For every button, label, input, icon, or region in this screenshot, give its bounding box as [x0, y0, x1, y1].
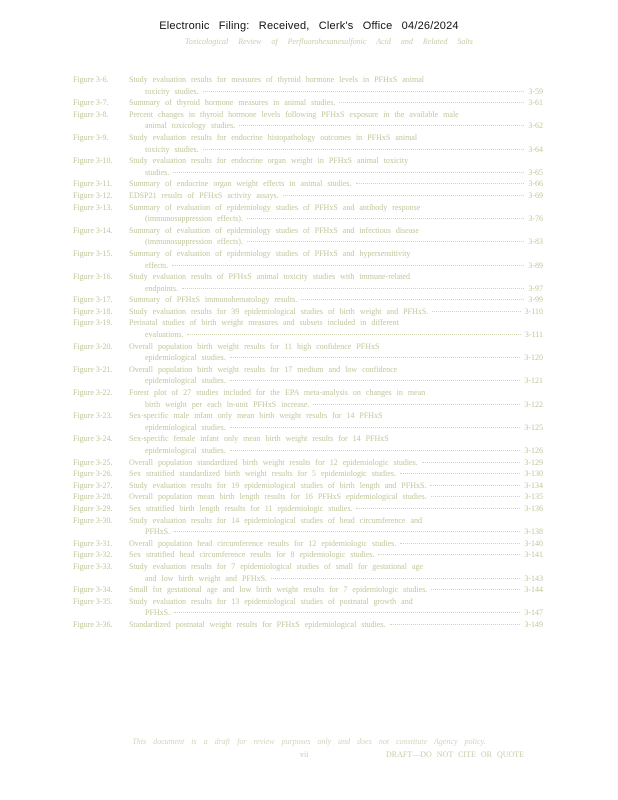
caption-line: [129, 225, 543, 237]
toc-entry[interactable]: [73, 491, 543, 503]
toc-entry[interactable]: [73, 410, 543, 433]
figure-page-number: 3-121: [524, 376, 543, 386]
figure-page-number: 3-83: [528, 237, 543, 247]
toc-entry[interactable]: [73, 109, 543, 132]
toc-entry[interactable]: [73, 155, 543, 178]
dot-leader: [431, 496, 521, 497]
figure-label: Figure 3-6.: [73, 75, 109, 84]
dot-leader: [172, 265, 524, 266]
caption-line: [129, 120, 543, 132]
caption-line: [129, 167, 543, 179]
toc-entry[interactable]: [73, 317, 543, 340]
dot-leader: [182, 288, 524, 289]
caption-text: Study evaluation results for endocrine histopathology outcomes in PFHxS animal: [129, 132, 418, 142]
dot-leader: [339, 102, 524, 103]
caption-text: Sex stratified head circumference results for 8 epidemiologic studies.: [129, 550, 375, 560]
caption-line: [129, 445, 543, 457]
running-header: Toxicological Review of Perfluorohexanesulfonic Acid and Related Salts: [185, 37, 473, 46]
figure-page-number: 3-64: [528, 144, 543, 154]
dot-leader: [400, 543, 520, 544]
caption-text: evaluations.: [145, 330, 184, 340]
dot-leader: [430, 485, 520, 486]
caption-line: [129, 329, 543, 341]
figure-label: Figure 3-20.: [73, 341, 113, 351]
figure-page-number: 3-65: [528, 167, 543, 177]
caption-line: [129, 190, 543, 202]
caption-line: [129, 503, 543, 515]
caption-text: Summary of endocrine organ weight effects in animal studies.: [129, 179, 352, 189]
caption-text: Overall population standardized birth weight results for 12 epidemiologic studies.: [129, 457, 418, 467]
caption-line: [129, 74, 543, 86]
figure-label: Figure 3-35.: [73, 596, 113, 606]
caption-line: [129, 364, 543, 376]
figure-caption: [129, 515, 543, 538]
figure-page-number: 3-135: [524, 492, 543, 502]
figure-page-number: 3-120: [524, 353, 543, 363]
draft-notice: DRAFT—DO NOT CITE OR QUOTE: [386, 750, 525, 759]
figure-label: Figure 3-14.: [73, 225, 113, 235]
figure-label: Figure 3-32.: [73, 550, 113, 560]
dot-leader: [301, 299, 524, 300]
caption-line: [129, 480, 543, 492]
caption-line: [129, 468, 543, 480]
caption-text: Study evaluation results for 13 epidemiological studies of postnatal growth and: [129, 596, 413, 606]
toc-entry[interactable]: [73, 294, 543, 306]
caption-line: [129, 515, 543, 527]
toc-entry[interactable]: [73, 433, 543, 456]
caption-text: Summary of evaluation of epidemiology studies of PFHxS and hypersensitivity: [129, 248, 411, 258]
figure-label: Figure 3-11.: [73, 179, 113, 189]
caption-line: [129, 549, 543, 561]
figure-label: Figure 3-22.: [73, 388, 113, 398]
figure-page-number: 3-130: [524, 469, 543, 479]
caption-text: EDSP21 results of PFHxS activity assays.: [129, 190, 279, 200]
figure-label: Figure 3-25.: [73, 457, 113, 467]
figure-label: Figure 3-17.: [73, 295, 113, 305]
caption-text: epidemiological studies.: [145, 422, 226, 432]
caption-text: Summary of PFHxS immunohematology results.: [129, 295, 298, 305]
figure-page-number: 3-147: [524, 608, 543, 618]
figure-caption: [129, 619, 543, 631]
caption-line: [129, 584, 543, 596]
figure-caption: [129, 248, 543, 271]
figure-page-number: 3-66: [528, 179, 543, 189]
list-of-figures: [73, 74, 543, 631]
figure-caption: [129, 74, 543, 97]
toc-entry[interactable]: [73, 74, 543, 97]
caption-text: endpoints.: [145, 283, 179, 293]
figure-label: Figure 3-28.: [73, 492, 113, 502]
figure-caption: [129, 271, 543, 294]
figure-page-number: 3-62: [528, 121, 543, 131]
dot-leader: [313, 404, 520, 405]
figure-label: Figure 3-30.: [73, 515, 113, 525]
dot-leader: [230, 357, 521, 358]
caption-line: [129, 294, 543, 306]
figure-caption: [129, 549, 543, 561]
dot-leader: [230, 450, 521, 451]
toc-entry[interactable]: [73, 306, 543, 318]
caption-text: Overall population birth weight results for 17 medium and low confidence: [129, 364, 398, 374]
figure-page-number: 3-110: [524, 306, 543, 316]
figure-caption: [129, 584, 543, 596]
caption-line: [129, 236, 543, 248]
figure-caption: [129, 561, 543, 584]
caption-text: Sex stratified standardized birth weight results for 5 epidemiologic studies.: [129, 469, 396, 479]
figure-label: Figure 3-13.: [73, 202, 113, 212]
caption-line: [129, 607, 543, 619]
dot-leader: [247, 241, 524, 242]
caption-line: [129, 132, 543, 144]
toc-entry[interactable]: [73, 341, 543, 364]
dot-leader: [203, 91, 525, 92]
figure-label: Figure 3-10.: [73, 156, 113, 166]
toc-entry[interactable]: [73, 364, 543, 387]
dot-leader: [174, 612, 520, 613]
figure-page-number: 3-89: [528, 260, 543, 270]
figure-label: Figure 3-18.: [73, 306, 113, 316]
figure-caption: [129, 538, 543, 550]
caption-text: Summary of evaluation of epidemiology studies of PFHxS and antibody response: [129, 202, 421, 212]
caption-text: epidemiological studies.: [145, 353, 226, 363]
caption-text: Study evaluation results for endocrine organ weight in PFHxS animal toxicity: [129, 156, 409, 166]
caption-text: Overall population birth weight results for 11 high confidence PFHxS: [129, 341, 380, 351]
figure-caption: [129, 225, 543, 248]
figure-caption: [129, 503, 543, 515]
caption-text: Study evaluation results for 19 epidemiological studies of birth length and PFHxS.: [129, 480, 427, 490]
figure-page-number: 3-61: [528, 98, 543, 108]
toc-entry[interactable]: [73, 97, 543, 109]
caption-line: [129, 86, 543, 98]
caption-text: toxicity studies.: [145, 144, 199, 154]
caption-line: [129, 271, 543, 283]
toc-entry[interactable]: [73, 178, 543, 190]
figure-caption: [129, 178, 543, 190]
figure-caption: [129, 433, 543, 456]
dot-leader: [230, 427, 521, 428]
figure-caption: [129, 491, 543, 503]
toc-entry[interactable]: [73, 561, 543, 584]
caption-line: [129, 375, 543, 387]
caption-line: [129, 155, 543, 167]
figure-caption: [129, 387, 543, 410]
caption-line: [129, 317, 543, 329]
figure-page-number: 3-97: [528, 283, 543, 293]
caption-text: epidemiological studies.: [145, 446, 226, 455]
figure-page-number: 3-69: [528, 190, 543, 200]
figure-label: Figure 3-27.: [73, 480, 113, 490]
caption-line: [129, 596, 543, 608]
caption-text: Study evaluation results for 7 epidemiological studies of small for gestational age: [129, 561, 424, 571]
figure-caption: [129, 109, 543, 132]
caption-line: [129, 341, 543, 353]
page-number: vii: [300, 750, 309, 759]
figure-page-number: 3-143: [524, 573, 543, 583]
figure-page-number: 3-136: [524, 503, 543, 513]
caption-line: [129, 109, 543, 121]
caption-line: [129, 526, 543, 538]
figure-label: Figure 3-7.: [73, 98, 109, 108]
caption-text: Perinatal studies of birth weight measures and subsets included in different: [129, 318, 399, 328]
filing-stamp: Electronic Filing: Received, Clerk's Office 04/26/2024: [159, 20, 459, 32]
toc-entry[interactable]: [73, 202, 543, 225]
dot-leader: [356, 183, 525, 184]
figure-label: Figure 3-29.: [73, 503, 113, 513]
caption-text: Sex-specific male infant only mean birth weight results for 14 PFHxS: [129, 411, 383, 421]
figure-page-number: 3-99: [528, 295, 543, 305]
caption-text: Summary of evaluation of epidemiology studies of PFHxS and infectious disease: [129, 225, 419, 235]
toc-entry[interactable]: [73, 225, 543, 248]
caption-line: [129, 457, 543, 469]
caption-text: Summary of thyroid hormone measures in animal studies.: [129, 98, 336, 108]
dot-leader: [422, 462, 521, 463]
dot-leader: [174, 531, 520, 532]
draft-disclaimer: This document is a draft for review purposes only and does not constitute Agency policy.: [132, 737, 486, 746]
dot-leader: [431, 589, 520, 590]
figure-label: Figure 3-16.: [73, 272, 113, 282]
figure-label: Figure 3-23.: [73, 411, 113, 421]
caption-text: and low birth weight and PFHxS.: [145, 573, 268, 583]
caption-text: epidemiological studies.: [145, 376, 226, 386]
dot-leader: [230, 380, 521, 381]
caption-line: [129, 573, 543, 585]
caption-text: Overall population mean birth length results for 16 PFHxS epidemiological studies.: [129, 492, 427, 502]
caption-text: Sex-specific female infant only mean birth weight results for 14 PFHxS: [129, 434, 389, 444]
figure-caption: [129, 341, 543, 364]
figure-caption: [129, 596, 543, 619]
caption-line: [129, 260, 543, 272]
figure-caption: [129, 457, 543, 469]
caption-line: [129, 422, 543, 434]
figure-label: Figure 3-36.: [73, 619, 113, 629]
toc-entry[interactable]: [73, 387, 543, 410]
figure-caption: [129, 202, 543, 225]
figure-label: Figure 3-15.: [73, 248, 113, 258]
toc-entry[interactable]: [73, 538, 543, 550]
toc-entry[interactable]: [73, 549, 543, 561]
figure-page-number: 3-122: [524, 399, 543, 409]
figure-page-number: 3-111: [524, 330, 543, 340]
dot-leader: [203, 149, 525, 150]
caption-line: [129, 352, 543, 364]
figure-page-number: 3-76: [528, 214, 543, 224]
caption-line: [129, 433, 543, 445]
figure-page-number: 3-134: [524, 480, 543, 490]
figure-caption: [129, 190, 543, 202]
figure-page-number: 3-138: [524, 527, 543, 537]
dot-leader: [239, 125, 524, 126]
dot-leader: [173, 172, 524, 173]
caption-line: [129, 97, 543, 109]
figure-label: Figure 3-21.: [73, 364, 113, 374]
toc-entry[interactable]: [73, 271, 543, 294]
caption-line: [129, 248, 543, 260]
dot-leader: [283, 195, 525, 196]
caption-line: [129, 306, 543, 318]
caption-text: (immunosuppression effects).: [145, 214, 243, 224]
caption-line: [129, 399, 543, 411]
toc-entry[interactable]: [73, 503, 543, 515]
caption-text: Overall population head circumference results for 12 epidemiologic studies.: [129, 538, 397, 548]
figure-caption: [129, 155, 543, 178]
figure-caption: [129, 317, 543, 340]
caption-text: Standardized postnatal weight results for PFHxS epidemiological studies.: [129, 619, 386, 629]
caption-text: (immunosuppression effects).: [145, 237, 243, 247]
toc-entry[interactable]: [73, 457, 543, 469]
toc-entry[interactable]: [73, 190, 543, 202]
caption-line: [129, 410, 543, 422]
figure-page-number: 3-144: [524, 585, 543, 595]
caption-line: [129, 202, 543, 214]
dot-leader: [356, 508, 520, 509]
dot-leader: [271, 578, 520, 579]
caption-line: [129, 178, 543, 190]
caption-text: Study evaluation results for 39 epidemiological studies of birth weight and PFHxS.: [129, 306, 429, 316]
caption-text: Study evaluation results of PFHxS animal toxicity studies with immune-related: [129, 272, 410, 282]
toc-entry[interactable]: [73, 619, 543, 631]
caption-line: [129, 213, 543, 225]
toc-entry[interactable]: [73, 596, 543, 619]
toc-entry[interactable]: [73, 515, 543, 538]
figure-label: Figure 3-19.: [73, 318, 113, 328]
caption-text: birth weight per each ln-unit PFHxS increase.: [145, 399, 310, 409]
figure-page-number: 3-149: [524, 619, 543, 629]
caption-line: [129, 491, 543, 503]
caption-line: [129, 283, 543, 295]
caption-text: studies.: [145, 167, 170, 177]
caption-line: [129, 387, 543, 399]
figure-label: Figure 3-34.: [73, 585, 113, 595]
toc-entry[interactable]: [73, 132, 543, 155]
toc-entry[interactable]: [73, 468, 543, 480]
figure-label: Figure 3-24.: [73, 434, 113, 444]
dot-leader: [390, 624, 521, 625]
figure-page-number: 3-141: [524, 550, 543, 560]
caption-text: Study evaluation results for measures of thyroid hormone levels in PFHxS animal: [129, 75, 424, 84]
caption-line: [129, 144, 543, 156]
toc-entry[interactable]: [73, 480, 543, 492]
caption-text: Percent changes in thyroid hormone levels following PFHxS exposure in the available male: [129, 109, 459, 119]
caption-text: Small for gestational age and low birth weight results for 7 epidemiologic studies.: [129, 585, 428, 595]
caption-text: PFHxS.: [145, 527, 171, 537]
toc-entry[interactable]: [73, 248, 543, 271]
dot-leader: [432, 311, 520, 312]
caption-text: PFHxS.: [145, 608, 171, 618]
figure-page-number: 3-125: [524, 422, 543, 432]
figure-caption: [129, 306, 543, 318]
figure-caption: [129, 468, 543, 480]
caption-line: [129, 538, 543, 550]
figure-label: Figure 3-26.: [73, 469, 113, 479]
caption-text: toxicity studies.: [145, 86, 199, 96]
figure-page-number: 3-140: [524, 538, 543, 548]
dot-leader: [187, 334, 520, 335]
figure-label: Figure 3-9.: [73, 132, 109, 142]
caption-text: Study evaluation results for 14 epidemiological studies of head circumference and: [129, 515, 423, 525]
figure-label: Figure 3-31.: [73, 538, 113, 548]
figure-caption: [129, 97, 543, 109]
caption-line: [129, 561, 543, 573]
figure-label: Figure 3-12.: [73, 190, 113, 200]
caption-text: effects.: [145, 260, 169, 270]
dot-leader: [378, 554, 520, 555]
figure-caption: [129, 364, 543, 387]
figure-caption: [129, 410, 543, 433]
dot-leader: [247, 218, 524, 219]
figure-page-number: 3-126: [524, 446, 543, 455]
caption-text: Forest plot of 27 studies included for the EPA meta-analysis on changes in mean: [129, 388, 426, 398]
caption-text: Sex stratified birth length results for 11 epidemiologic studies.: [129, 503, 353, 513]
caption-text: animal toxicology studies.: [145, 121, 236, 131]
figure-caption: [129, 132, 543, 155]
figure-label: Figure 3-33.: [73, 561, 113, 571]
toc-entry[interactable]: [73, 584, 543, 596]
figure-page-number: 3-129: [524, 457, 543, 467]
figure-label: Figure 3-8.: [73, 109, 109, 119]
figure-caption: [129, 294, 543, 306]
caption-line: [129, 619, 543, 631]
figure-page-number: 3-59: [528, 86, 543, 96]
dot-leader: [400, 473, 520, 474]
figure-caption: [129, 480, 543, 492]
